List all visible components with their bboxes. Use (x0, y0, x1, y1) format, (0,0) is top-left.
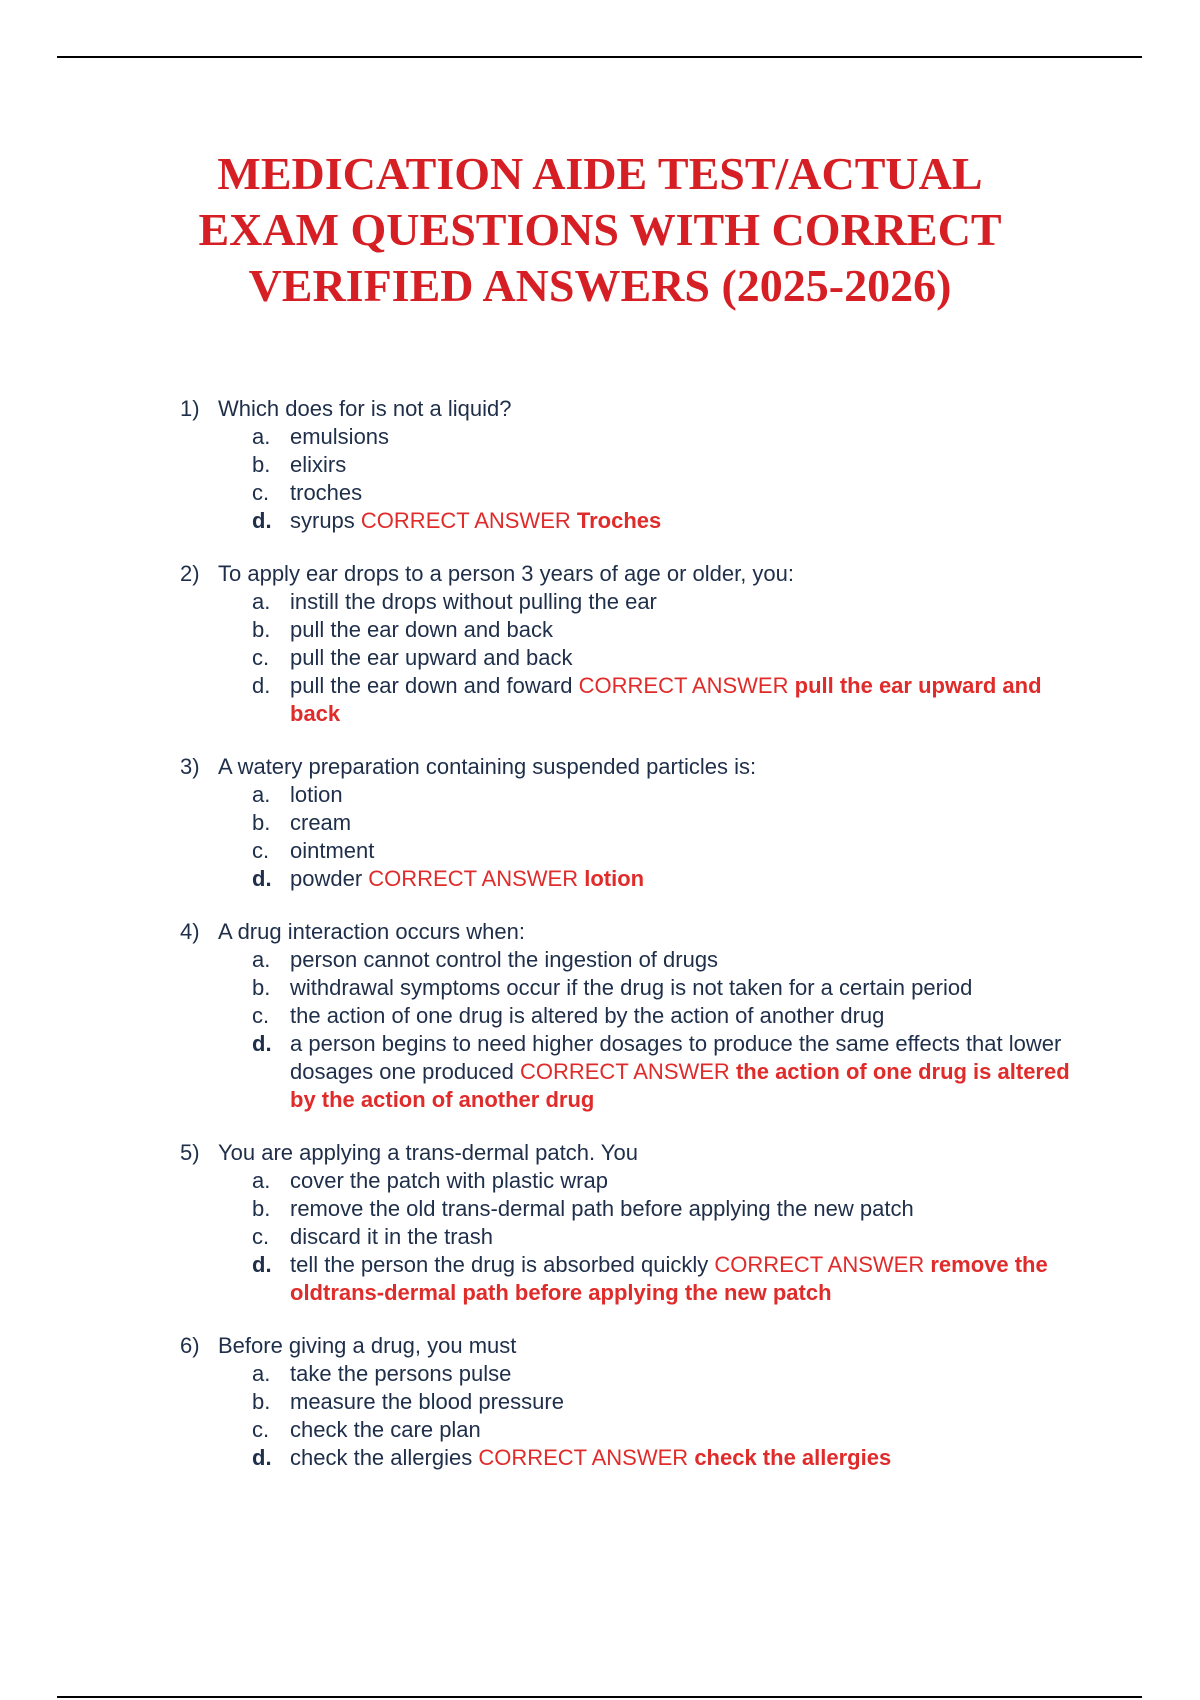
option-letter: b. (252, 810, 271, 835)
option-text: measure the blood pressure (290, 1389, 564, 1414)
answer-option (180, 1388, 1080, 1416)
option-text: check the care plan (290, 1417, 481, 1442)
option-text: ointment (290, 838, 375, 863)
answer-option (180, 1195, 1080, 1223)
option-text: cream (290, 810, 352, 835)
question-number: 3) (180, 754, 200, 779)
option-letter: c. (252, 1224, 270, 1249)
option-letter: d. (252, 673, 271, 698)
option-text: pull the ear down and foward (290, 673, 573, 698)
option-letter: b. (252, 1389, 271, 1414)
option-letter: a. (252, 947, 271, 972)
question-text: You are applying a trans-dermal patch. You (218, 1140, 638, 1165)
option-letter: b. (252, 975, 271, 1000)
option-letter: a. (252, 424, 271, 449)
option-text: pull the ear upward and back (290, 645, 573, 670)
answer-option (180, 616, 1080, 644)
answer-option (180, 781, 1080, 809)
correct-answer-label: CORRECT ANSWER (578, 673, 789, 698)
option-letter: c. (252, 838, 270, 863)
question-item (180, 1332, 1080, 1472)
answer-option (180, 809, 1080, 837)
question-list (180, 395, 1080, 1497)
answer-option (180, 1030, 1080, 1114)
option-text: take the persons pulse (290, 1361, 512, 1386)
option-letter: b. (252, 617, 271, 642)
answer-option (180, 1167, 1080, 1195)
answer-option (180, 974, 1080, 1002)
question-text: A drug interaction occurs when: (218, 919, 525, 944)
question-item (180, 395, 1080, 535)
question-text: To apply ear drops to a person 3 years of age or older, you: (218, 561, 795, 586)
option-letter: d. (252, 1252, 272, 1277)
answer-option (180, 1002, 1080, 1030)
option-text: tell the person the drug is absorbed quickly (290, 1252, 709, 1277)
option-letter: c. (252, 1003, 270, 1028)
answer-option (180, 588, 1080, 616)
question-text: A watery preparation containing suspended particles is: (218, 754, 757, 779)
correct-answer-text: lotion (584, 866, 645, 891)
question-number: 6) (180, 1333, 200, 1358)
correct-answer-text: the action of one drug is altered by the action of another drug (290, 1059, 1070, 1112)
question-item (180, 1139, 1080, 1307)
answer-option (180, 1416, 1080, 1444)
option-letter: a. (252, 782, 271, 807)
option-text: powder (290, 866, 363, 891)
correct-answer-text: Troches (576, 508, 662, 533)
option-letter: c. (252, 1417, 270, 1442)
answer-option (180, 507, 1080, 535)
answer-option (180, 1444, 1080, 1472)
option-text: elixirs (290, 452, 347, 477)
option-letter: a. (252, 1361, 271, 1386)
option-letter: a. (252, 1168, 271, 1193)
option-letter: c. (252, 645, 270, 670)
answer-option (180, 1223, 1080, 1251)
question-number: 5) (180, 1140, 200, 1165)
bottom-rule (57, 1696, 1142, 1698)
option-text: a person begins to need higher dosages to produce the same effects that lower dosages one produced (290, 1031, 1062, 1084)
answer-option (180, 672, 1080, 728)
answer-option (180, 644, 1080, 672)
option-text: instill the drops without pulling the ear (290, 589, 657, 614)
correct-answer-label: CORRECT ANSWER (368, 866, 579, 891)
option-letter: c. (252, 480, 270, 505)
correct-answer-label: CORRECT ANSWER (360, 508, 571, 533)
option-letter: b. (252, 1196, 271, 1221)
question-item (180, 560, 1080, 728)
option-text: check the allergies (290, 1445, 473, 1470)
question-number: 4) (180, 919, 200, 944)
option-letter: b. (252, 452, 271, 477)
correct-answer-label: CORRECT ANSWER (478, 1445, 689, 1470)
option-text: discard it in the trash (290, 1224, 493, 1249)
question-text: Before giving a drug, you must (218, 1333, 517, 1358)
answer-option (180, 479, 1080, 507)
option-text: syrups (290, 508, 355, 533)
option-letter: a. (252, 589, 271, 614)
question-item (180, 753, 1080, 893)
option-text: emulsions (290, 424, 390, 449)
option-text: cover the patch with plastic wrap (290, 1168, 608, 1193)
question-text: Which does for is not a liquid? (218, 396, 512, 421)
top-rule (57, 56, 1142, 58)
option-text: troches (290, 480, 363, 505)
document-title (100, 146, 1100, 314)
answer-option (180, 451, 1080, 479)
question-number: 2) (180, 561, 200, 586)
correct-answer-text: check the allergies (694, 1445, 892, 1470)
title-line: EXAM QUESTIONS WITH CORRECT (198, 204, 1002, 255)
option-text: withdrawal symptoms occur if the drug is not taken for a certain period (290, 975, 973, 1000)
correct-answer-label: CORRECT ANSWER (519, 1059, 730, 1084)
answer-option (180, 1360, 1080, 1388)
answer-option (180, 1251, 1080, 1307)
option-letter: d. (252, 1445, 272, 1470)
title-line: MEDICATION AIDE TEST/ACTUAL (217, 148, 983, 199)
answer-option (180, 837, 1080, 865)
answer-option (180, 423, 1080, 451)
option-letter: d. (252, 866, 272, 891)
answer-option (180, 865, 1080, 893)
correct-answer-text: pull the ear upward and back (290, 673, 1042, 726)
question-item (180, 918, 1080, 1114)
option-text: lotion (290, 782, 343, 807)
question-number: 1) (180, 396, 200, 421)
title-line: VERIFIED ANSWERS (2025-2026) (248, 260, 952, 311)
correct-answer-label: CORRECT ANSWER (714, 1252, 925, 1277)
option-text: remove the old trans-dermal path before applying the new patch (290, 1196, 914, 1221)
option-letter: d. (252, 508, 272, 533)
option-text: person cannot control the ingestion of drugs (290, 947, 719, 972)
option-text: the action of one drug is altered by the action of another drug (290, 1003, 885, 1028)
correct-answer-text: remove the oldtrans-dermal path before applying the new patch (290, 1252, 1048, 1305)
option-letter: d. (252, 1031, 272, 1056)
answer-option (180, 946, 1080, 974)
option-text: pull the ear down and back (290, 617, 553, 642)
